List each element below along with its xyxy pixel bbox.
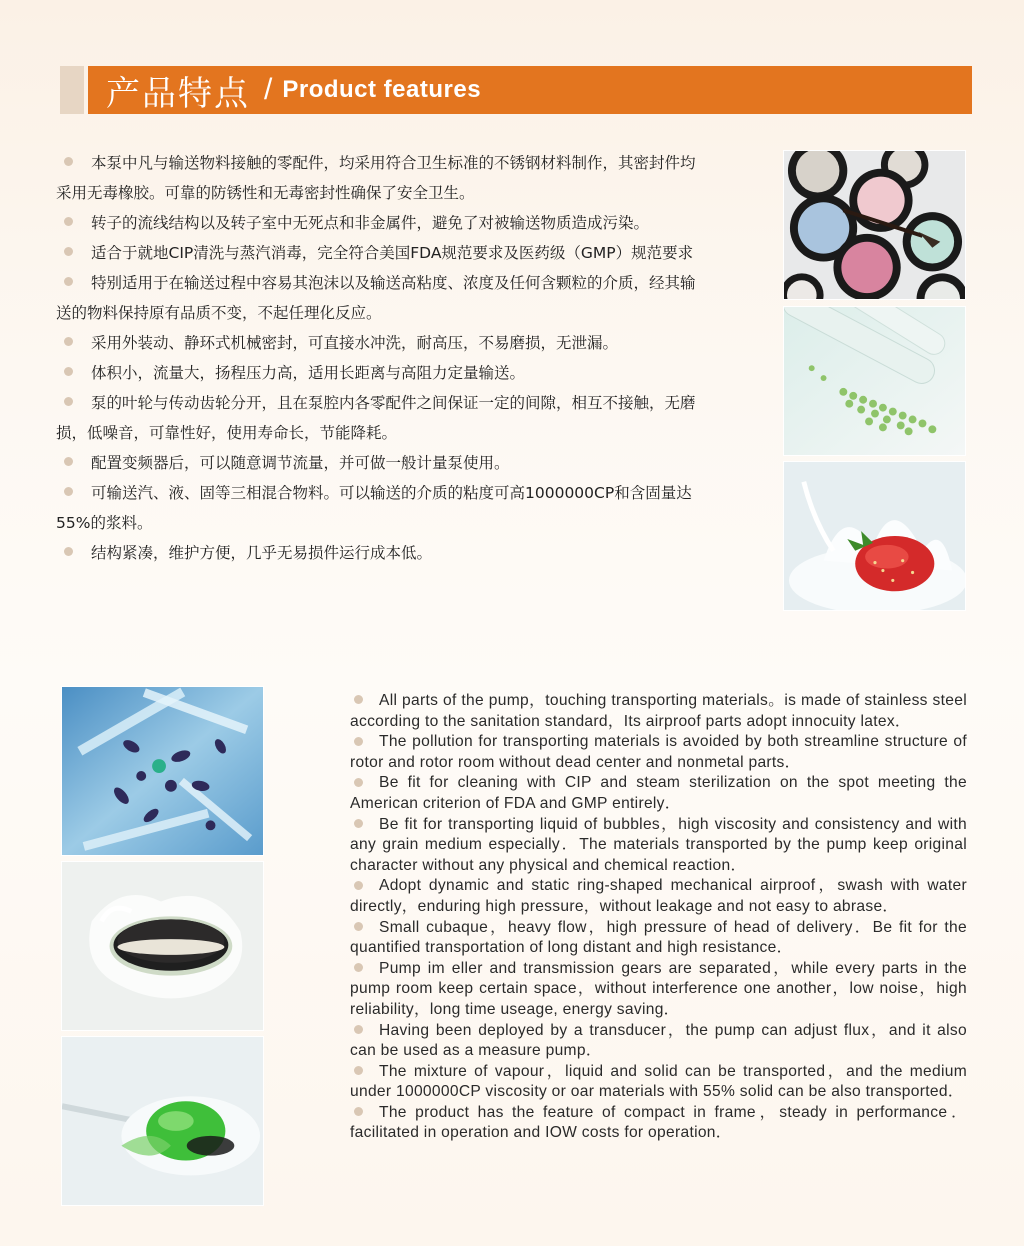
bullet-dot (354, 922, 363, 931)
bullet-dot (354, 1025, 363, 1034)
header-title-cn: 产品特点 (106, 73, 250, 114)
bullet-dot (64, 397, 73, 406)
feature-text-cn: 配置变频器后，可以随意调节流量，并可做一般计量泵使用。 (91, 454, 510, 472)
bullet-dot (354, 737, 363, 746)
green-jelly-spoon-photo (61, 1036, 264, 1206)
feature-item-en (350, 1103, 967, 1144)
feature-item-cn (56, 268, 702, 328)
bullet-dot (354, 1107, 363, 1116)
feature-item-cn (56, 328, 702, 358)
features-list-en (350, 691, 967, 1144)
feature-text-en: Be fit for cleaning with CIP and steam sterilization on the spot meeting the American criterion of FDA and GMP entirely． (350, 774, 967, 812)
feature-text-en: The pollution for transporting materials is avoided by both streamline structure of rotor and rotor room without dead center and nonmetal parts． (350, 733, 967, 771)
feature-item-cn (56, 538, 702, 568)
feature-text-en: Be fit for transporting liquid of bubbles，high viscosity and consistency and with any grain medium especially．The materials transported by the pump keep original character without any physical and chemical reaction． (350, 815, 967, 874)
feature-item-en (350, 918, 967, 959)
feature-item-cn (56, 148, 702, 208)
feature-item-en (350, 773, 967, 814)
eyeshadow-palette-photo (783, 150, 966, 300)
feature-text-cn: 适合于就地CIP清洗与蒸汽消毒，完全符合美国FDA规范要求及医药级（GMP）规范要求 (91, 244, 694, 262)
feature-text-cn: 转子的流线结构以及转子室中无死点和非金属件，避免了对被输送物质造成污染。 (91, 214, 650, 232)
feature-item-cn (56, 448, 702, 478)
bullet-dot (354, 881, 363, 890)
bullet-dot (354, 819, 363, 828)
bullet-dot (64, 547, 73, 556)
feature-text-en: Pump im eller and transmission gears are separated，while every parts in the pump room keep certain space，without interference one another，low noise，high reliability，long time useage, energy saving． (350, 959, 967, 1018)
feature-text-en: Small cubaque，heavy flow，high pressure of head of delivery．Be fit for the quantified transportation of long distant and high resistance． (350, 918, 967, 957)
bullet-dot (354, 778, 363, 787)
bullet-dot (354, 1066, 363, 1075)
feature-text-cn: 泵的叶轮与传动齿轮分开，且在泵腔内各零配件之间保证一定的间隙，相互不接触，无磨损，低噪音，可靠性好，使用寿命长，节能降耗。 (56, 394, 696, 442)
feature-item-cn (56, 388, 702, 448)
header-accent-block (60, 66, 84, 114)
feature-item-cn (56, 208, 702, 238)
feature-item-en (350, 1062, 967, 1103)
feature-text-cn: 特别适用于在输送过程中容易其泡沫以及输送高粘度、浓度及任何含颗粒的介质，经其输送的物料保持原有品质不变，不起任理化反应。 (56, 274, 696, 322)
header-title-en: Product features (282, 76, 482, 103)
bullet-dot (64, 277, 73, 286)
syringes-and-pills-photo (61, 686, 264, 856)
feature-item-en (350, 691, 967, 732)
feature-item-cn (56, 238, 702, 268)
feature-text-en: Having been deployed by a transducer，the pump can adjust flux，and it also can be used as a measure pump． (350, 1021, 967, 1060)
feature-text-en: Adopt dynamic and static ring-shaped mechanical airproof，swash with water directly，enduring high pressure，without leakage and not easy to abrase． (350, 877, 967, 915)
bullet-dot (64, 487, 73, 496)
bullet-dot (64, 457, 73, 466)
header-separator: / (264, 73, 273, 106)
strawberry-milk-splash-photo (783, 461, 966, 611)
feature-text-cn: 采用外装动、静环式机械密封，可直接水冲洗，耐高压，不易磨损，无泄漏。 (91, 334, 619, 352)
bullet-dot (64, 337, 73, 346)
feature-item-en (350, 876, 967, 917)
feature-text-cn: 可输送汽、液、固等三相混合物料。可以输送的介质的粘度可高1000000CP和含固量达55%的浆料。 (56, 484, 692, 532)
feature-text-en: The mixture of vapour，liquid and solid can be transported，and the medium under 1000000CP viscosity or oar materials with 55% solid can be also transported． (350, 1062, 967, 1101)
feature-text-en: The product has the feature of compact in frame，steady in performance．facilitated in operation and IOW costs for operation． (350, 1103, 967, 1142)
features-list-cn (56, 148, 702, 568)
bullet-dot (64, 157, 73, 166)
feature-item-cn (56, 358, 702, 388)
feature-item-en (350, 732, 967, 773)
feature-item-en (350, 815, 967, 877)
feature-item-en (350, 959, 967, 1021)
feature-text-cn: 本泵中凡与输送物料接触的零配件，均采用符合卫生标准的不锈钢材料制作，其密封件均采用无毒橡胶。可靠的防锈性和无毒密封性确保了安全卫生。 (56, 154, 696, 202)
bullet-dot (64, 367, 73, 376)
feature-text-cn: 结构紧凑，维护方便，几乎无易损件运行成本低。 (91, 544, 433, 562)
bullet-dot (354, 963, 363, 972)
bullet-dot (64, 217, 73, 226)
feature-text-cn: 体积小，流量大，扬程压力高，适用长距离与高阻力定量输送。 (91, 364, 526, 382)
feature-item-cn (56, 478, 702, 538)
section-header (88, 66, 972, 114)
green-granules-test-tube-photo (783, 306, 966, 456)
cookie-milk-splash-photo (61, 861, 264, 1031)
feature-item-en (350, 1021, 967, 1062)
bullet-dot (354, 695, 363, 704)
bullet-dot (64, 247, 73, 256)
feature-text-en: All parts of the pump，touching transporting materials。is made of stainless steel according to the sanitation standard，Its airproof parts adopt innocuity latex． (350, 692, 967, 730)
